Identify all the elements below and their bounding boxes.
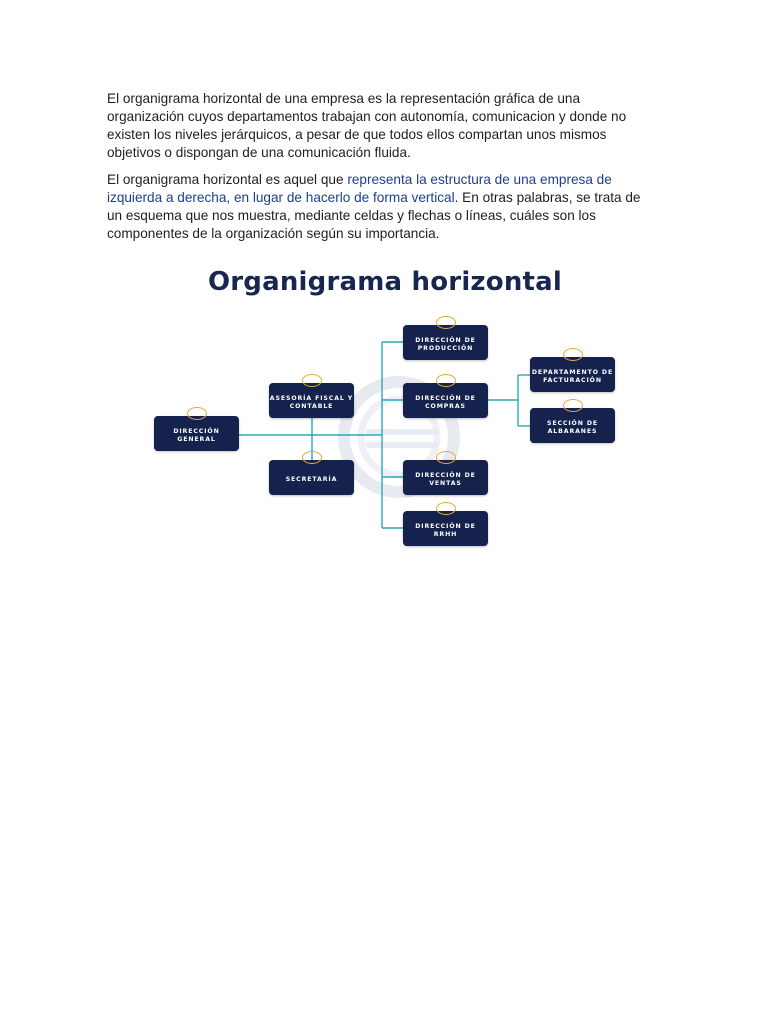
definition-highlight-link[interactable]: representa la estructura de una empresa de izquierda a derecha, en lugar de hacerlo de forma vertical — [107, 172, 612, 205]
connector-lines — [150, 262, 620, 552]
ring-icon — [563, 399, 583, 412]
node-produccion: DIRECCIÓN DE PRODUCCIÓN — [403, 325, 488, 360]
definition-paragraph — [107, 171, 655, 243]
ring-icon — [302, 451, 322, 464]
ring-icon — [436, 451, 456, 464]
ring-icon — [436, 374, 456, 387]
node-direccion-general: DIRECCIÓN GENERAL — [154, 416, 239, 451]
ring-icon — [436, 502, 456, 515]
definition-text-start: El organigrama horizontal es aquel que — [107, 172, 348, 187]
node-rrhh: DIRECCIÓN DE RRHH — [403, 511, 488, 546]
diagram-title: Organigrama horizontal — [207, 267, 563, 297]
node-albaranes: SECCIÓN DE ALBARANES — [530, 408, 615, 443]
ring-icon — [187, 407, 207, 420]
node-ventas: DIRECCIÓN DE VENTAS — [403, 460, 488, 495]
ring-icon — [302, 374, 322, 387]
ring-icon — [436, 316, 456, 329]
node-facturacion: DEPARTAMENTO DE FACTURACIÓN — [530, 357, 615, 392]
ring-icon — [563, 348, 583, 361]
node-asesoria: ASESORÍA FISCAL Y CONTABLE — [269, 383, 354, 418]
node-compras: DIRECCIÓN DE COMPRAS — [403, 383, 488, 418]
intro-paragraph: El organigrama horizontal de una empresa es la representación gráfica de una organización cuyos departamentos trabajan con autonomía, comunicacion y donde no existen los niveles jerárquicos, a pesar de que todos ellos compartan unos mismos objetivos o dispongan de una comunicación fluida. — [107, 91, 627, 160]
definition-text-end: . En otras palabras, se trata de un esquema que nos muestra, mediante celdas y flechas o líneas, cuáles son los componentes de la organización según su importancia. — [107, 190, 641, 241]
org-chart-figure — [150, 262, 620, 552]
node-secretaria: SECRETARÍA — [269, 460, 354, 495]
